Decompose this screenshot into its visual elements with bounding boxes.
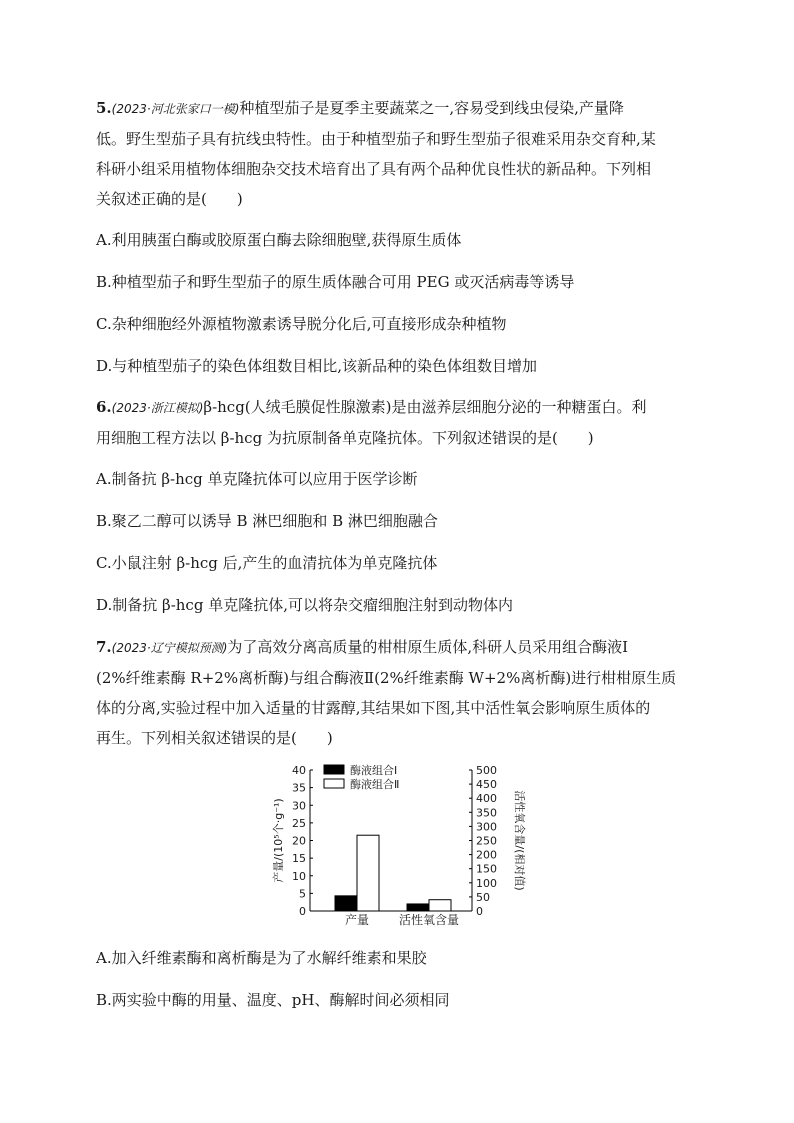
question-5-line-4: 关叙述正确的是( ) [96,190,243,208]
question-7-number: 7. [96,638,112,656]
q6-option-a[interactable]: A.制备抗 β-hcg 单克隆抗体可以应用于医学诊断 [96,470,418,488]
q6-option-d[interactable]: D.制备抗 β-hcg 单克隆抗体,可以将杂交瘤细胞注射到动物体内 [96,596,513,614]
left-tick-label: 20 [292,834,306,848]
right-axis-title: 活性氧含量/(相对值) [513,790,526,891]
legend-swatch [324,765,344,774]
right-tick-label: 450 [476,778,497,792]
question-7-line-4: 再生。下列相关叙述错误的是( ) [96,729,333,747]
left-tick-label: 25 [292,816,306,830]
question-6 [96,392,696,453]
question-6-line-2: 用细胞工程方法以 β-hcg 为抗原制备单克隆抗体。下列叙述错误的是( ) [96,429,594,447]
legend-label: 酶液组合Ⅱ [350,778,400,791]
right-tick-label: 0 [476,905,483,918]
bar-2-1 [357,835,379,911]
legend-label: 酶液组合Ⅰ [350,764,398,777]
q5-option-a[interactable]: A.利用胰蛋白酶或胶原蛋白酶去除细胞壁,获得原生质体 [96,231,462,249]
left-tick-label: 40 [292,764,306,777]
question-5-source: (2023·河北张家口一模) [111,102,240,116]
right-tick-label: 50 [476,890,490,904]
q7-option-b[interactable]: B.两实验中酶的用量、温度、pH、酶解时间必须相同 [96,991,450,1009]
question-7-line-2: (2%纤维素酶 R+2%离析酶)与组合酶液Ⅱ(2%纤维素酶 W+2%离析酶)进行柑柑原生质 [96,669,677,687]
left-tick-label: 10 [292,869,306,883]
left-tick-label: 15 [292,852,306,866]
question-6-source: (2023·浙江模拟) [111,401,204,415]
question-5-line-1 [96,93,696,124]
right-tick-label: 350 [476,806,497,820]
category-label: 活性氧含量 [398,913,460,927]
right-tick-label: 400 [476,792,497,806]
question-6-number: 6. [96,398,112,416]
question-5-number: 5. [96,99,112,117]
left-tick-label: 30 [292,799,306,813]
question-7-source: (2023·辽宁模拟预测) [111,641,228,655]
question-7-line-3: 体的分离,实验过程中加入适量的甘露醇,其结果如下图,其中活性氧会影响原生质体的 [96,699,651,717]
right-tick-label: 200 [476,848,497,862]
question-6-line-1 [96,392,696,423]
question-5-line-3: 科研小组采用植物体细胞杂交技术培育出了具有两个品种优良性状的新品种。下列相 [96,160,652,178]
question-7-text-1: 为了高效分离高质量的柑柑原生质体,科研人员采用组合酶液Ⅰ [227,638,629,656]
bar-1-2 [407,904,429,911]
right-tick-label: 100 [476,876,497,890]
legend-swatch [324,779,344,788]
q5-option-d[interactable]: D.与种植型茄子的染色体组数目相比,该新品种的染色体组数目增加 [96,357,538,375]
bar-2-2 [429,900,451,911]
left-axis-title: 产量/(10⁵个·g⁻¹) [272,798,285,883]
q5-option-c[interactable]: C.杂种细胞经外源植物激素诱导脱分化后,可直接形成杂种植物 [96,315,507,333]
question-5 [96,93,696,214]
q7-option-a[interactable]: A.加入纤维素酶和离析酶是为了水解纤维素和果胶 [96,949,427,967]
enzyme-bar-chart [262,758,532,938]
right-tick-label: 500 [476,764,497,777]
left-tick-label: 5 [299,887,306,901]
question-7 [96,632,696,753]
q6-option-c[interactable]: C.小鼠注射 β-hcg 后,产生的血清抗体为单克隆抗体 [96,554,438,572]
question-5-text-1: 种植型茄子是夏季主要蔬菜之一,容易受到线虫侵染,产量降 [239,99,624,117]
question-5-line-2: 低。野生型茄子具有抗线虫特性。由于种植型茄子和野生型茄子很难采用杂交育种,某 [96,130,656,148]
question-7-line-1 [96,632,696,663]
chart-legend [324,763,399,791]
right-tick-label: 150 [476,862,497,876]
category-label: 产量 [344,913,370,927]
question-6-text-1: β-hcg(人绒毛膜促性腺激素)是由滋养层细胞分泌的一种糖蛋白。利 [203,398,647,416]
right-tick-label: 300 [476,820,497,834]
right-tick-label: 250 [476,834,497,848]
left-tick-label: 0 [299,905,306,918]
q5-option-b[interactable]: B.种植型茄子和野生型茄子的原生质体融合可用 PEG 或灭活病毒等诱导 [96,273,575,291]
bar-1-1 [335,896,357,911]
left-tick-label: 35 [292,781,306,795]
chart-bars [335,835,451,911]
q6-option-b[interactable]: B.聚乙二醇可以诱导 B 淋巴细胞和 B 淋巴细胞融合 [96,512,438,530]
